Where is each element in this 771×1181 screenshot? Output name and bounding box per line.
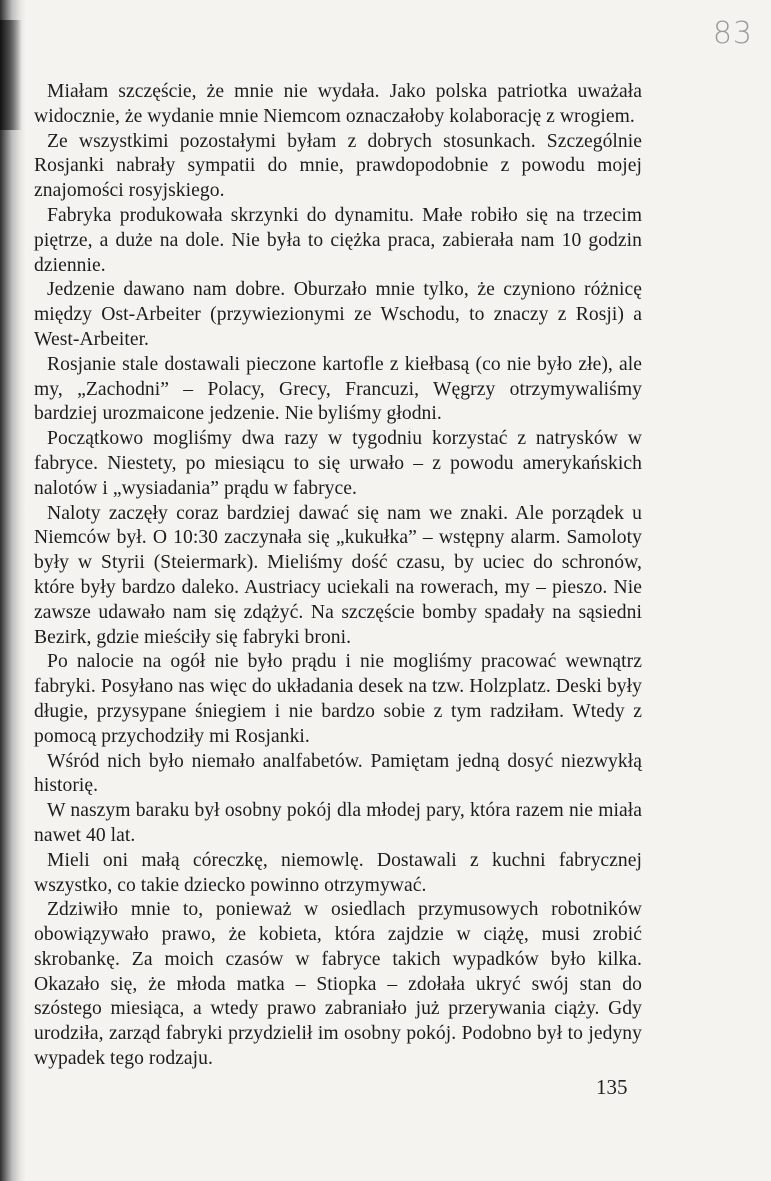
page-number: 135 [596, 1075, 628, 1099]
paragraph-7: Naloty zaczęły coraz bardziej dawać się nam we znaki. Ale porządek u Niemców był. O 10:30 zaczynała się „kukułka” – wstępny alarm. Samoloty były w Styrii (Steiermark). Mieliśmy dość czasu, by uciec do schronów, które były bardzo daleko. Austriacy uciekali na rowerach, my – pieszo. Nie zawsze udawało nam się zdążyć. Na szczęście bomby spadały na sąsiedni Bezirk, gdzie mieściły się fabryki broni. [34, 502, 642, 648]
paragraph-11: Mieli oni małą córeczkę, niemowlę. Dostawali z kuchni fabrycznej wszystko, co takie dziecko powinno otrzymywać. [34, 849, 642, 896]
paragraph-10: W naszym baraku był osobny pokój dla młodej pary, która razem nie miała nawet 40 lat. [34, 800, 642, 846]
paragraph-8: Po nalocie na ogół nie było prądu i nie mogliśmy pracować wewnątrz fabryki. Posyłano nas więc do układania desek na tzw. Holzplatz. Deski były długie, przysypane śniegiem i nie bardzo sobie z tym radziłam. Wtedy z pomocą przychodziły mi Rosjanki. [34, 651, 642, 747]
paragraph-6: Początkowo mogliśmy dwa razy w tygodniu korzystać z natrysków w fabryce. Niestety, po miesiącu to się urwało – z powodu amerykańskich nalotów i „wysiadania” prądu w fabryce. [34, 428, 642, 499]
paragraph-9: Wśród nich było niemało analfabetów. Pamiętam jedną dosyć niezwykłą historię. [34, 750, 642, 797]
paragraph-1: Miałam szczęście, że mnie nie wydała. Jako polska patriotka uważała widocznie, że wydanie mnie Niemcom oznaczałoby kolaborację z wrogiem. [34, 81, 642, 127]
page-body [34, 80, 642, 1072]
scan-binding-shadow [0, 0, 26, 1181]
paragraph-2: Ze wszystkimi pozostałymi byłam z dobrych stosunkach. Szczególnie Rosjanki nabrały sympatii do mnie, prawdopodobnie z powodu mojej znajomości rosyjskiego. [34, 130, 642, 202]
paragraph-4: Jedzenie dawano nam dobre. Oburzało mnie tylko, że czyniono różnicę między Ost-Arbeiter (przywiezionymi ze Wschodu, to znaczy z Rosji) a West-Arbeiter. [34, 279, 642, 350]
scan-binding-dark-spot [0, 20, 22, 130]
paragraph-12: Zdziwiło mnie to, ponieważ w osiedlach przymusowych robotników obowiązywało prawo, że kobieta, która zajdzie w ciążę, musi zrobić skrobankę. Za moich czasów w fabryce takich wypadków było kilka. Okazało się, że młoda matka – Stiopka – zdołała ukryć swój stan do szóstego miesiąca, a wtedy prawo zabraniało już przerywania ciąży. Gdy urodziła, zarząd fabryki przydzielił im osobny pokój. Podobno był to jedyny wypadek tego rodzaju. [34, 899, 642, 1070]
handwritten-folio-number: 83 [712, 16, 753, 51]
paragraph-3: Fabryka produkowała skrzynki do dynamitu. Małe robiło się na trzecim piętrze, a duże na dole. Nie była to ciężka praca, zabierała nam 10 godzin dziennie. [34, 204, 642, 276]
paragraph-5: Rosjanie stale dostawali pieczone kartofle z kiełbasą (co nie było złe), ale my, „Zachodni” – Polacy, Grecy, Francuzi, Węgrzy otrzymywaliśmy bardziej urozmaicone jedzenie. Nie byliśmy głodni. [34, 353, 642, 425]
